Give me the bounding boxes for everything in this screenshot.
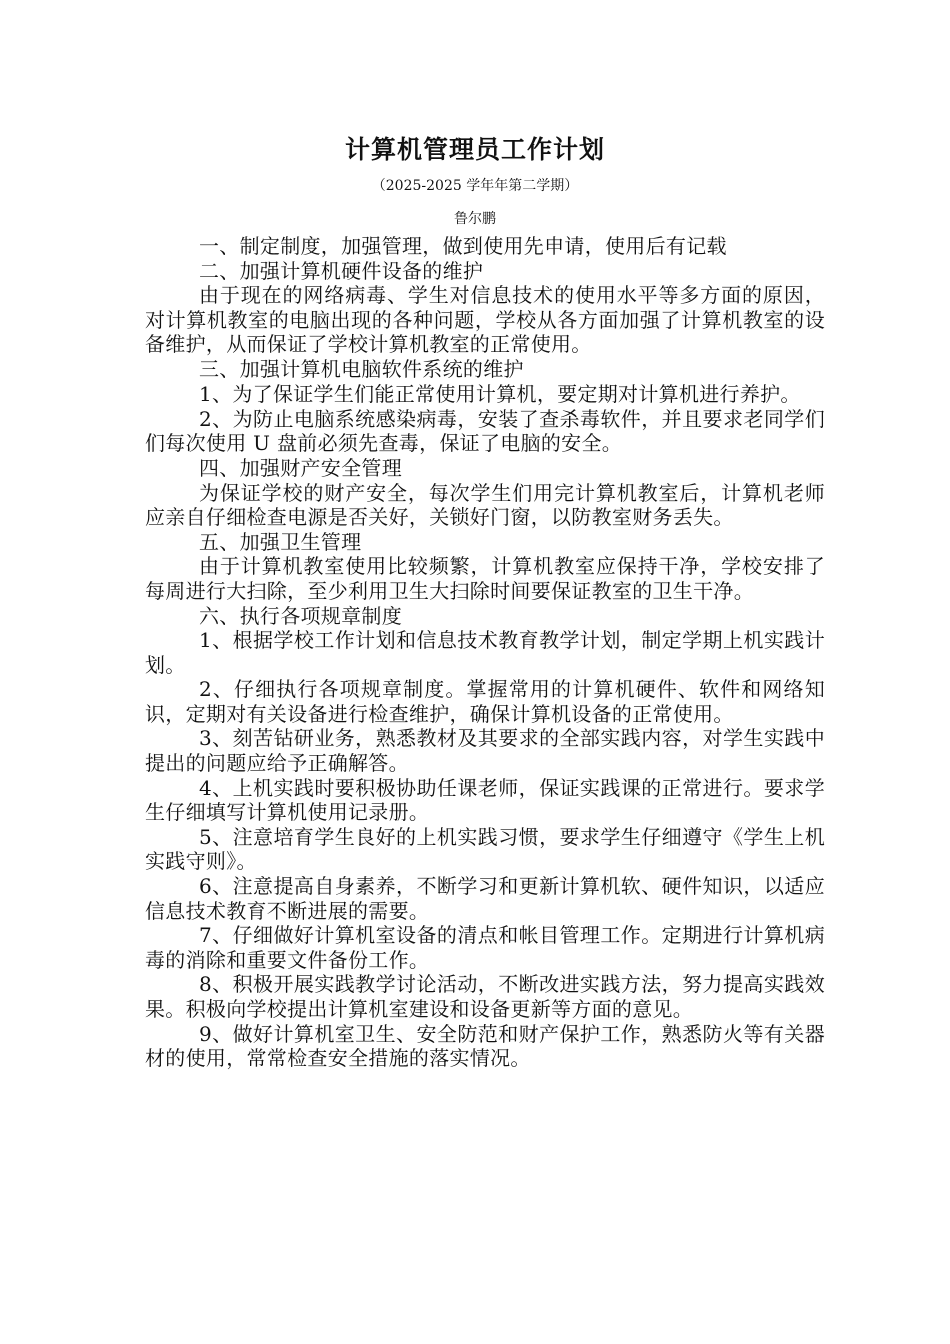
paragraph: 1、为了保证学生们能正常使用计算机，要定期对计算机进行养护。: [199, 381, 801, 406]
paragraph: 7、仔细做好计算机室设备的清点和帐目管理工作。定期进行计算机病毒的消除和重要文件备份工作。: [145, 923, 825, 972]
paragraph: 4、上机实践时要积极协助任课老师，保证实践课的正常进行。要求学生仔细填写计算机使用记录册。: [145, 775, 825, 825]
document-title: 计算机管理员工作计划: [344, 135, 605, 164]
paragraph: 5、注意培育学生良好的上机实践习惯，要求学生仔细遵守《学生上机实践守则》。: [145, 824, 825, 874]
document-author: 鲁尔鹏: [454, 211, 496, 227]
paragraph: 1、根据学校工作计划和信息技术教育教学计划，制定学期上机实践计划。: [145, 628, 825, 677]
paragraph: 8、积极开展实践教学讨论活动，不断改进实践方法，努力提高实践效果。积极向学校提出计算机室建设和设备更新等方面的意见。: [145, 972, 825, 1021]
paragraph: 6、注意提高自身素养，不断学习和更新计算机软、硬件知识，以适应信息技术教育不断进展的需要。: [145, 874, 825, 923]
paragraph: 2、为防止电脑系统感染病毒，安装了查杀毒软件，并且要求老同学们们每次使用 U 盘前必须先查毒，保证了电脑的安全。: [145, 406, 825, 456]
paragraph: 由于现在的网络病毒、学生对信息技术的使用水平等多方面的原因，对计算机教室的电脑出现的各种问题，学校从各方面加强了计算机教室的设备维护，从而保证了学校计算机教室的正常使用。: [145, 283, 825, 357]
paragraph: 9、做好计算机室卫生、安全防范和财产保护工作，熟悉防火等有关器材的使用，常常检查安全措施的落实情况。: [145, 1021, 825, 1071]
paragraph: 2、仔细执行各项规章制度。掌握常用的计算机硬件、软件和网络知识，定期对有关设备进行检查维护，确保计算机设备的正常使用。: [145, 677, 825, 726]
document-subtitle: （2025-2025 学年年第二学期）: [371, 178, 579, 194]
paragraph: 一、制定制度，加强管理，做到使用先申请，使用后有记载: [199, 234, 727, 258]
paragraph: 二、加强计算机硬件设备的维护: [199, 258, 484, 283]
paragraph: 为保证学校的财产安全，每次学生们用完计算机教室后，计算机老师应亲自仔细检查电源是否关好，关锁好门窗，以防教室财务丢失。: [145, 480, 825, 530]
paragraph: 三、加强计算机电脑软件系统的维护: [199, 356, 524, 381]
paragraph: 3、刻苦钻研业务，熟悉教材及其要求的全部实践内容，对学生实践中提出的问题应给予正确解答。: [145, 726, 825, 776]
document-body: [145, 234, 825, 1071]
paragraph: 六、执行各项规章制度: [199, 603, 402, 628]
paragraph: 由于计算机教室使用比较频繁，计算机教室应保持干净，学校安排了每周进行大扫除，至少利用卫生大扫除时间要保证教室的卫生干净。: [145, 554, 825, 603]
paragraph: 五、加强卫生管理: [199, 529, 362, 554]
paragraph: 四、加强财产安全管理: [199, 455, 402, 480]
